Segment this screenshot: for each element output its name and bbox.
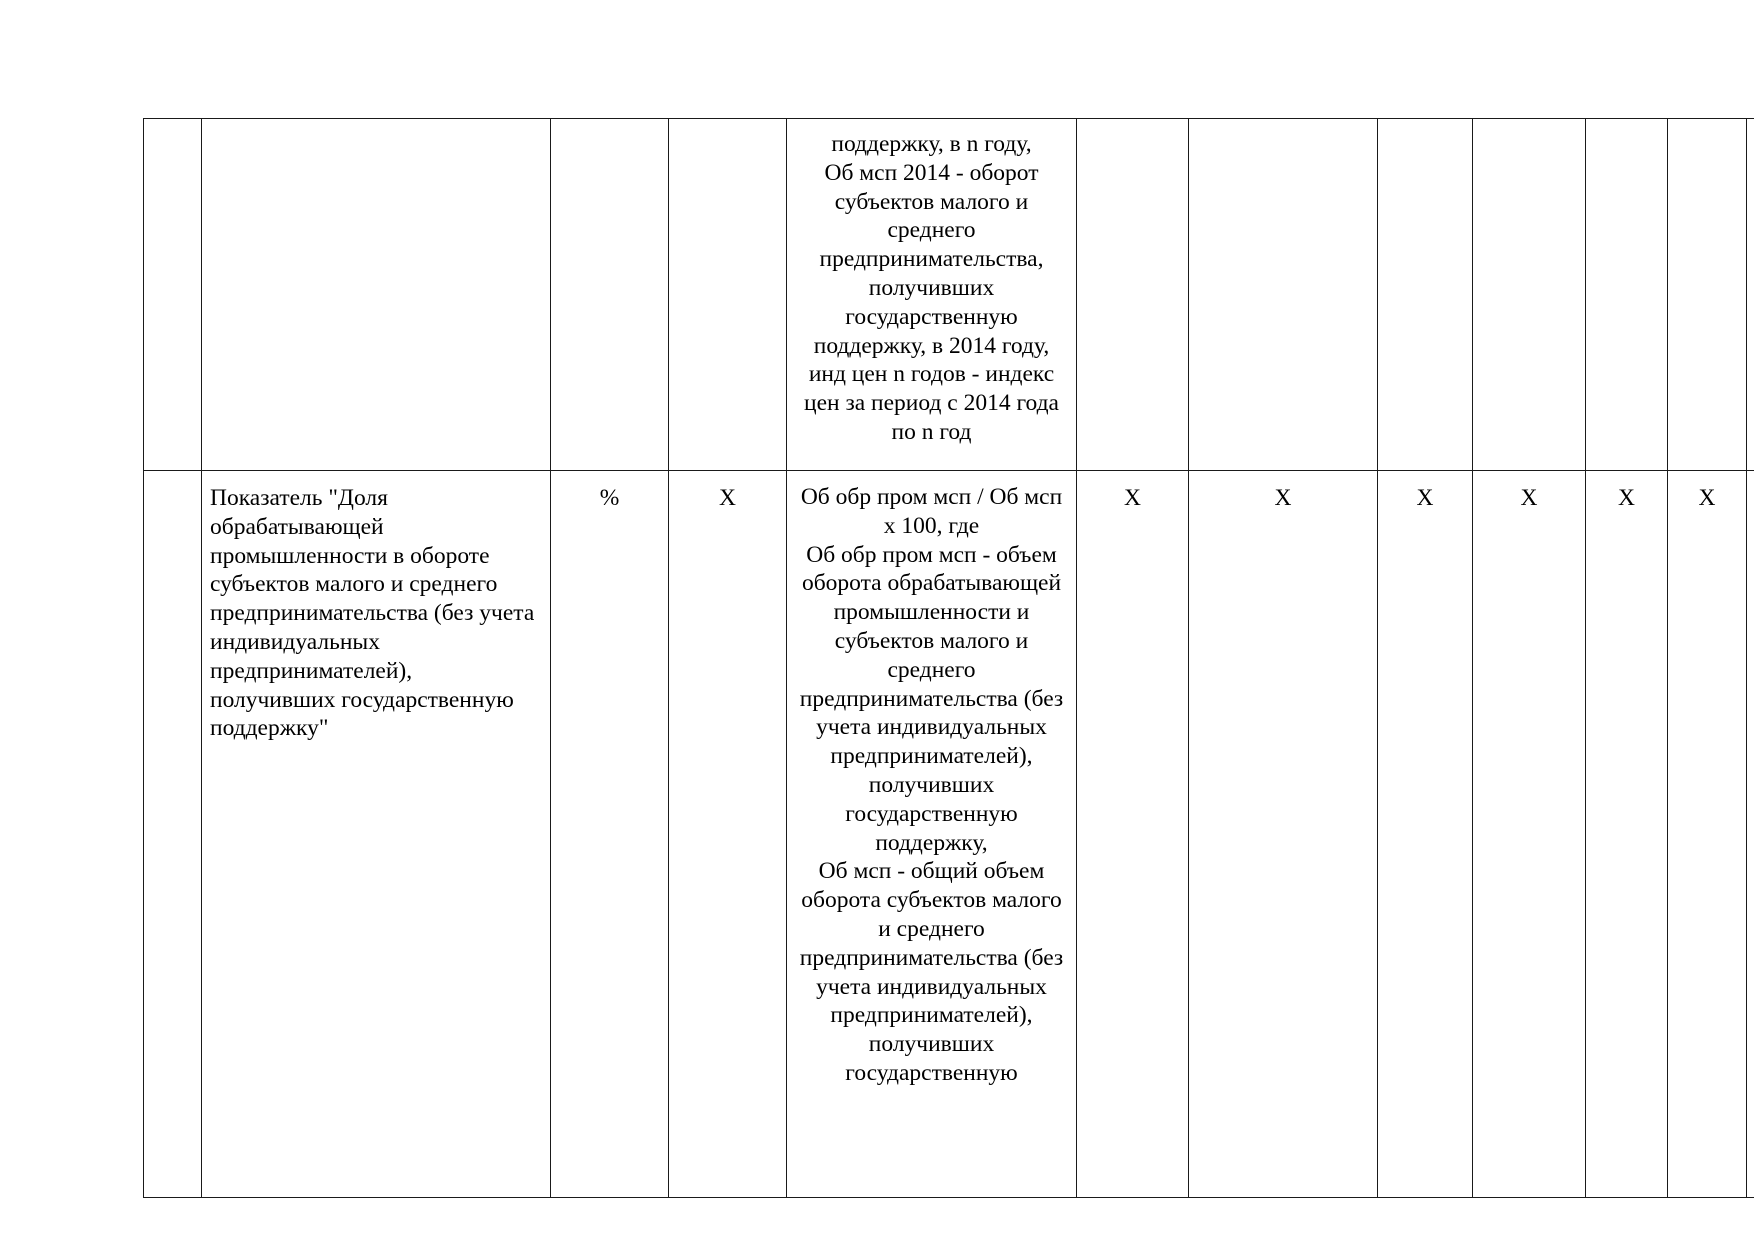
value-cell: Х xyxy=(1189,471,1378,1198)
cut-off-cell xyxy=(1747,471,1754,1198)
table-row xyxy=(144,119,1754,471)
row-number-cell xyxy=(144,471,202,1198)
indicator-name-cell xyxy=(202,119,551,471)
value-cell: Х xyxy=(1077,471,1189,1198)
value-cell: Х xyxy=(669,471,787,1198)
value-cell xyxy=(1378,119,1473,471)
value-cell: Х xyxy=(1668,471,1747,1198)
value-cell xyxy=(1473,119,1586,471)
value-cell: Х xyxy=(1473,471,1586,1198)
value-cell: Х xyxy=(1586,471,1668,1198)
cut-off-cell xyxy=(1747,119,1754,471)
value-cell: Х xyxy=(1378,471,1473,1198)
value-cell xyxy=(1586,119,1668,471)
formula-cell: Об обр пром мсп / Об мсп x 100, где Об обр пром мсп - объем оборота обрабатывающей промышленности и субъектов малого и среднего предпринимательства (без учета индивидуальных предпринимателей), получивших государственную поддержку, Об мсп - общий объем оборота субъектов малого и среднего предпринимательства (без учета индивидуальных предпринимателей), получивших государственную xyxy=(787,471,1077,1198)
value-cell xyxy=(669,119,787,471)
unit-cell xyxy=(551,119,669,471)
value-cell xyxy=(1077,119,1189,471)
indicators-table xyxy=(143,118,1754,1198)
row-number-cell xyxy=(144,119,202,471)
formula-cell: поддержку, в n году, Об мсп 2014 - оборот субъектов малого и среднего предпринимательства, получивших государственную поддержку, в 2014 году, инд цен n годов - индекс цен за период с 2014 года по n год xyxy=(787,119,1077,471)
value-cell xyxy=(1189,119,1378,471)
indicator-name-cell: Показатель "Доля обрабатывающей промышленности в обороте субъектов малого и среднего предпринимательства (без учета индивидуальных предпринимателей), получивших государственную поддержку" xyxy=(202,471,551,1198)
table-row xyxy=(144,471,1754,1198)
value-cell xyxy=(1668,119,1747,471)
unit-cell: % xyxy=(551,471,669,1198)
